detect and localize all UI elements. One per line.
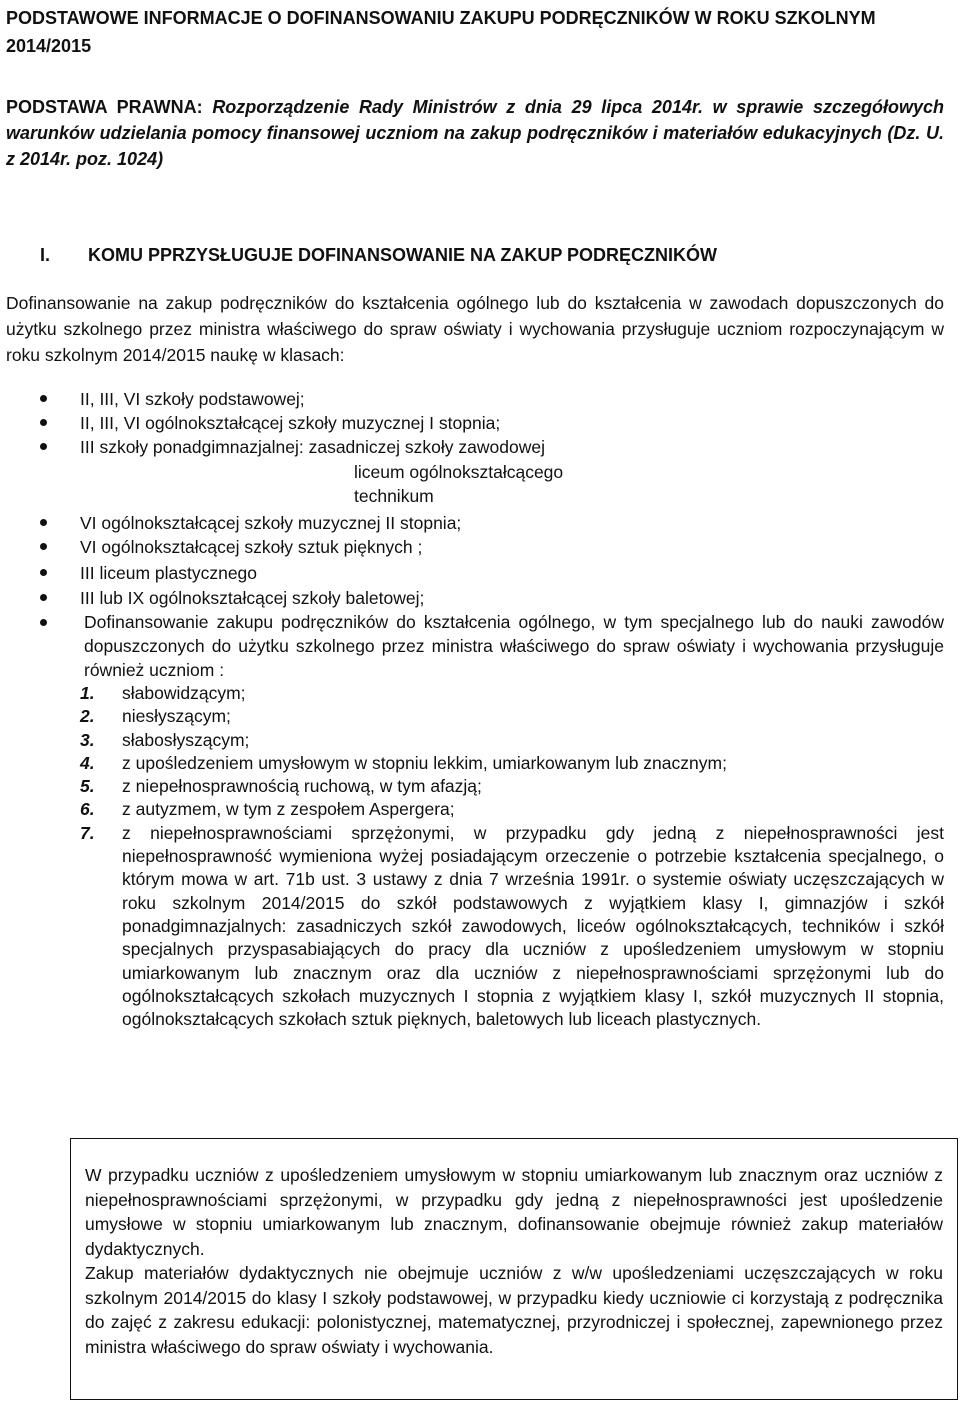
document-title: PODSTAWOWE INFORMACJE O DOFINANSOWANIU ZAKUPU PODRĘCZNIKÓW W ROKU SZKOLNYM 2014/2015 (6, 8, 876, 56)
numbered-item (80, 752, 944, 775)
list-item (0, 410, 960, 436)
numbered-item (80, 705, 944, 728)
also-eligible-paragraph (84, 610, 944, 682)
legal-basis (6, 94, 944, 172)
section-title: KOMU PPRZYSŁUGUJE DOFINANSOWANIE NA ZAKUP PODRĘCZNIKÓW (88, 245, 718, 265)
list-item (0, 534, 960, 560)
note-paragraph: W przypadku uczniów z upośledzeniem umysłowym w stopniu umiarkowanym lub znacznym oraz uczniów z niepełnosprawnościami sprzężonymi, w przypadku gdy jedną z niepełnosprawności jest upośledzenie umysłowe w stopniu umiarkowanym lub znacznym, dofinansowanie obejmuje również zakup materiałów dydaktycznych. (85, 1165, 943, 1259)
eligible-students-list (80, 682, 944, 1031)
numbered-item (80, 682, 944, 705)
bullet-icon (40, 519, 47, 526)
list-item (0, 510, 960, 536)
section-number: I. (40, 245, 51, 265)
note-paragraph: Zakup materiałów dydaktycznych nie obejmuje uczniów z w/w upośledzeniami uczęszczających w roku szkolnym 2014/2015 do klasy I szkoły podstawowej, w przypadku kiedy uczniowie ci korzystają z podręcznika do zajęć z zakresu edukacji: polonistycznej, matematycznej, przyrodniczej i społecznej, zapewnionego przez ministra właściwego do spraw oświaty i wychowania. (85, 1263, 943, 1357)
item-number: 1. (80, 683, 95, 703)
item-number: 4. (80, 752, 95, 773)
item-number: 2. (80, 706, 95, 727)
list-item-text: III liceum plastycznego (80, 563, 258, 583)
intro-paragraph: Dofinansowanie na zakup podręczników do kształcenia ogólnego lub do kształcenia w zawodach dopuszczonych do użytku szkolnego przez ministra właściwego do spraw oświaty i wychowania przysługuje uczniom rozpoczynającym w roku szkolnym 2014/2015 naukę w klasach: (6, 293, 944, 365)
numbered-item (80, 729, 944, 752)
bullet-icon (40, 594, 47, 601)
item-text: z autyzmem, w tym z zespołem Aspergera; (122, 799, 455, 820)
bullet-icon (40, 419, 47, 426)
item-text: z niepełnosprawnościami sprzężonymi, w przypadku gdy jedną z niepełnosprawności jest niepełnosprawność wymieniona wyżej posiadającym orzeczenie o potrzebie kształcenia specjalnego, o którym mowa w art. 71b ust. 3 ustawy z dnia 7 września 1991r. o systemie oświaty uczęszczających w roku szkolnym 2014/2015 do szkół podstawowych z wyjątkiem klasy I, gimnazjów i szkół ponadgimnazjalnych: zasadniczych szkół zawodowych, liceów ogólnokształcących, techników i szkół specjalnych przyspasabiających do pracy dla uczniów z upośledzeniem umysłowym w stopniu umiarkowanym lub znacznym oraz dla uczniów z niepełnosprawnościami sprzężonymi lub do ogólnokształcących szkołach muzycznych I stopnia z wyjątkiem klasy I, szkół muzycznych II stopnia, ogólnokształcących szkołach sztuk pięknych, baletowych lub liceach plastycznych. (122, 822, 944, 1030)
numbered-item (80, 775, 944, 798)
bullet-icon (40, 443, 47, 450)
list-item-text: VI ogólnokształcącej szkoły sztuk pięknych ; (80, 537, 423, 557)
bullet-icon (40, 619, 47, 626)
list-item-text: VI ogólnokształcącej szkoły muzycznej II stopnia; (80, 513, 462, 533)
list-item-text: Dofinansowanie zakupu podręczników do kształcenia ogólnego, w tym specjalnego lub do nauki zawodów dopuszczonych do użytku szkolnego przez ministra właściwego do spraw oświaty i wychowania przysługuje również uczniom : (84, 612, 944, 680)
item-number: 5. (80, 776, 95, 797)
teaching-materials-note (70, 1138, 958, 1400)
bullet-icon (40, 543, 47, 550)
list-item-text: technikum (354, 486, 434, 506)
list-item (0, 434, 960, 460)
list-item-continuation (0, 483, 960, 509)
section-heading (40, 242, 940, 268)
list-item (0, 560, 960, 586)
list-item-text: II, III, VI ogólnokształcącej szkoły muzycznej I stopnia; (80, 413, 501, 433)
item-text: z upośledzeniem umysłowym w stopniu lekkim, umiarkowanym lub znacznym; (122, 752, 727, 773)
item-number: 7. (80, 822, 95, 843)
item-text: słabowidzącym; (122, 683, 246, 703)
list-item-text: liceum ogólnokształcącego (354, 462, 564, 482)
item-text: z niepełnosprawnością ruchową, w tym afazją; (122, 776, 482, 797)
list-item-text: III szkoły ponadgimnazjalnej: zasadniczej szkoły zawodowej (80, 437, 545, 457)
list-item-continuation (0, 459, 960, 485)
list-item (0, 386, 960, 412)
numbered-item (80, 798, 944, 821)
list-item (0, 585, 960, 611)
numbered-item (80, 822, 944, 1032)
legal-basis-label: PODSTAWA PRAWNA: (6, 97, 203, 117)
bullet-icon (40, 569, 47, 576)
list-item-text: III lub IX ogólnokształcącej szkoły baletowej; (80, 588, 425, 608)
item-number: 3. (80, 729, 95, 750)
list-item-text: II, III, VI szkoły podstawowej; (80, 389, 305, 409)
item-text: słabosłyszącym; (122, 729, 250, 750)
legal-basis-act: Rozporządzenie Rady Ministrów z dnia 29 lipca 2014r. w sprawie szczegółowych warunków udzielania pomocy finansowej uczniom na zakup podręczników i materiałów edukacyjnych (Dz. U. z 2014r. poz. 1024) (6, 97, 944, 169)
item-text: niesłyszącym; (122, 706, 231, 727)
item-number: 6. (80, 799, 95, 820)
bullet-icon (40, 395, 47, 402)
